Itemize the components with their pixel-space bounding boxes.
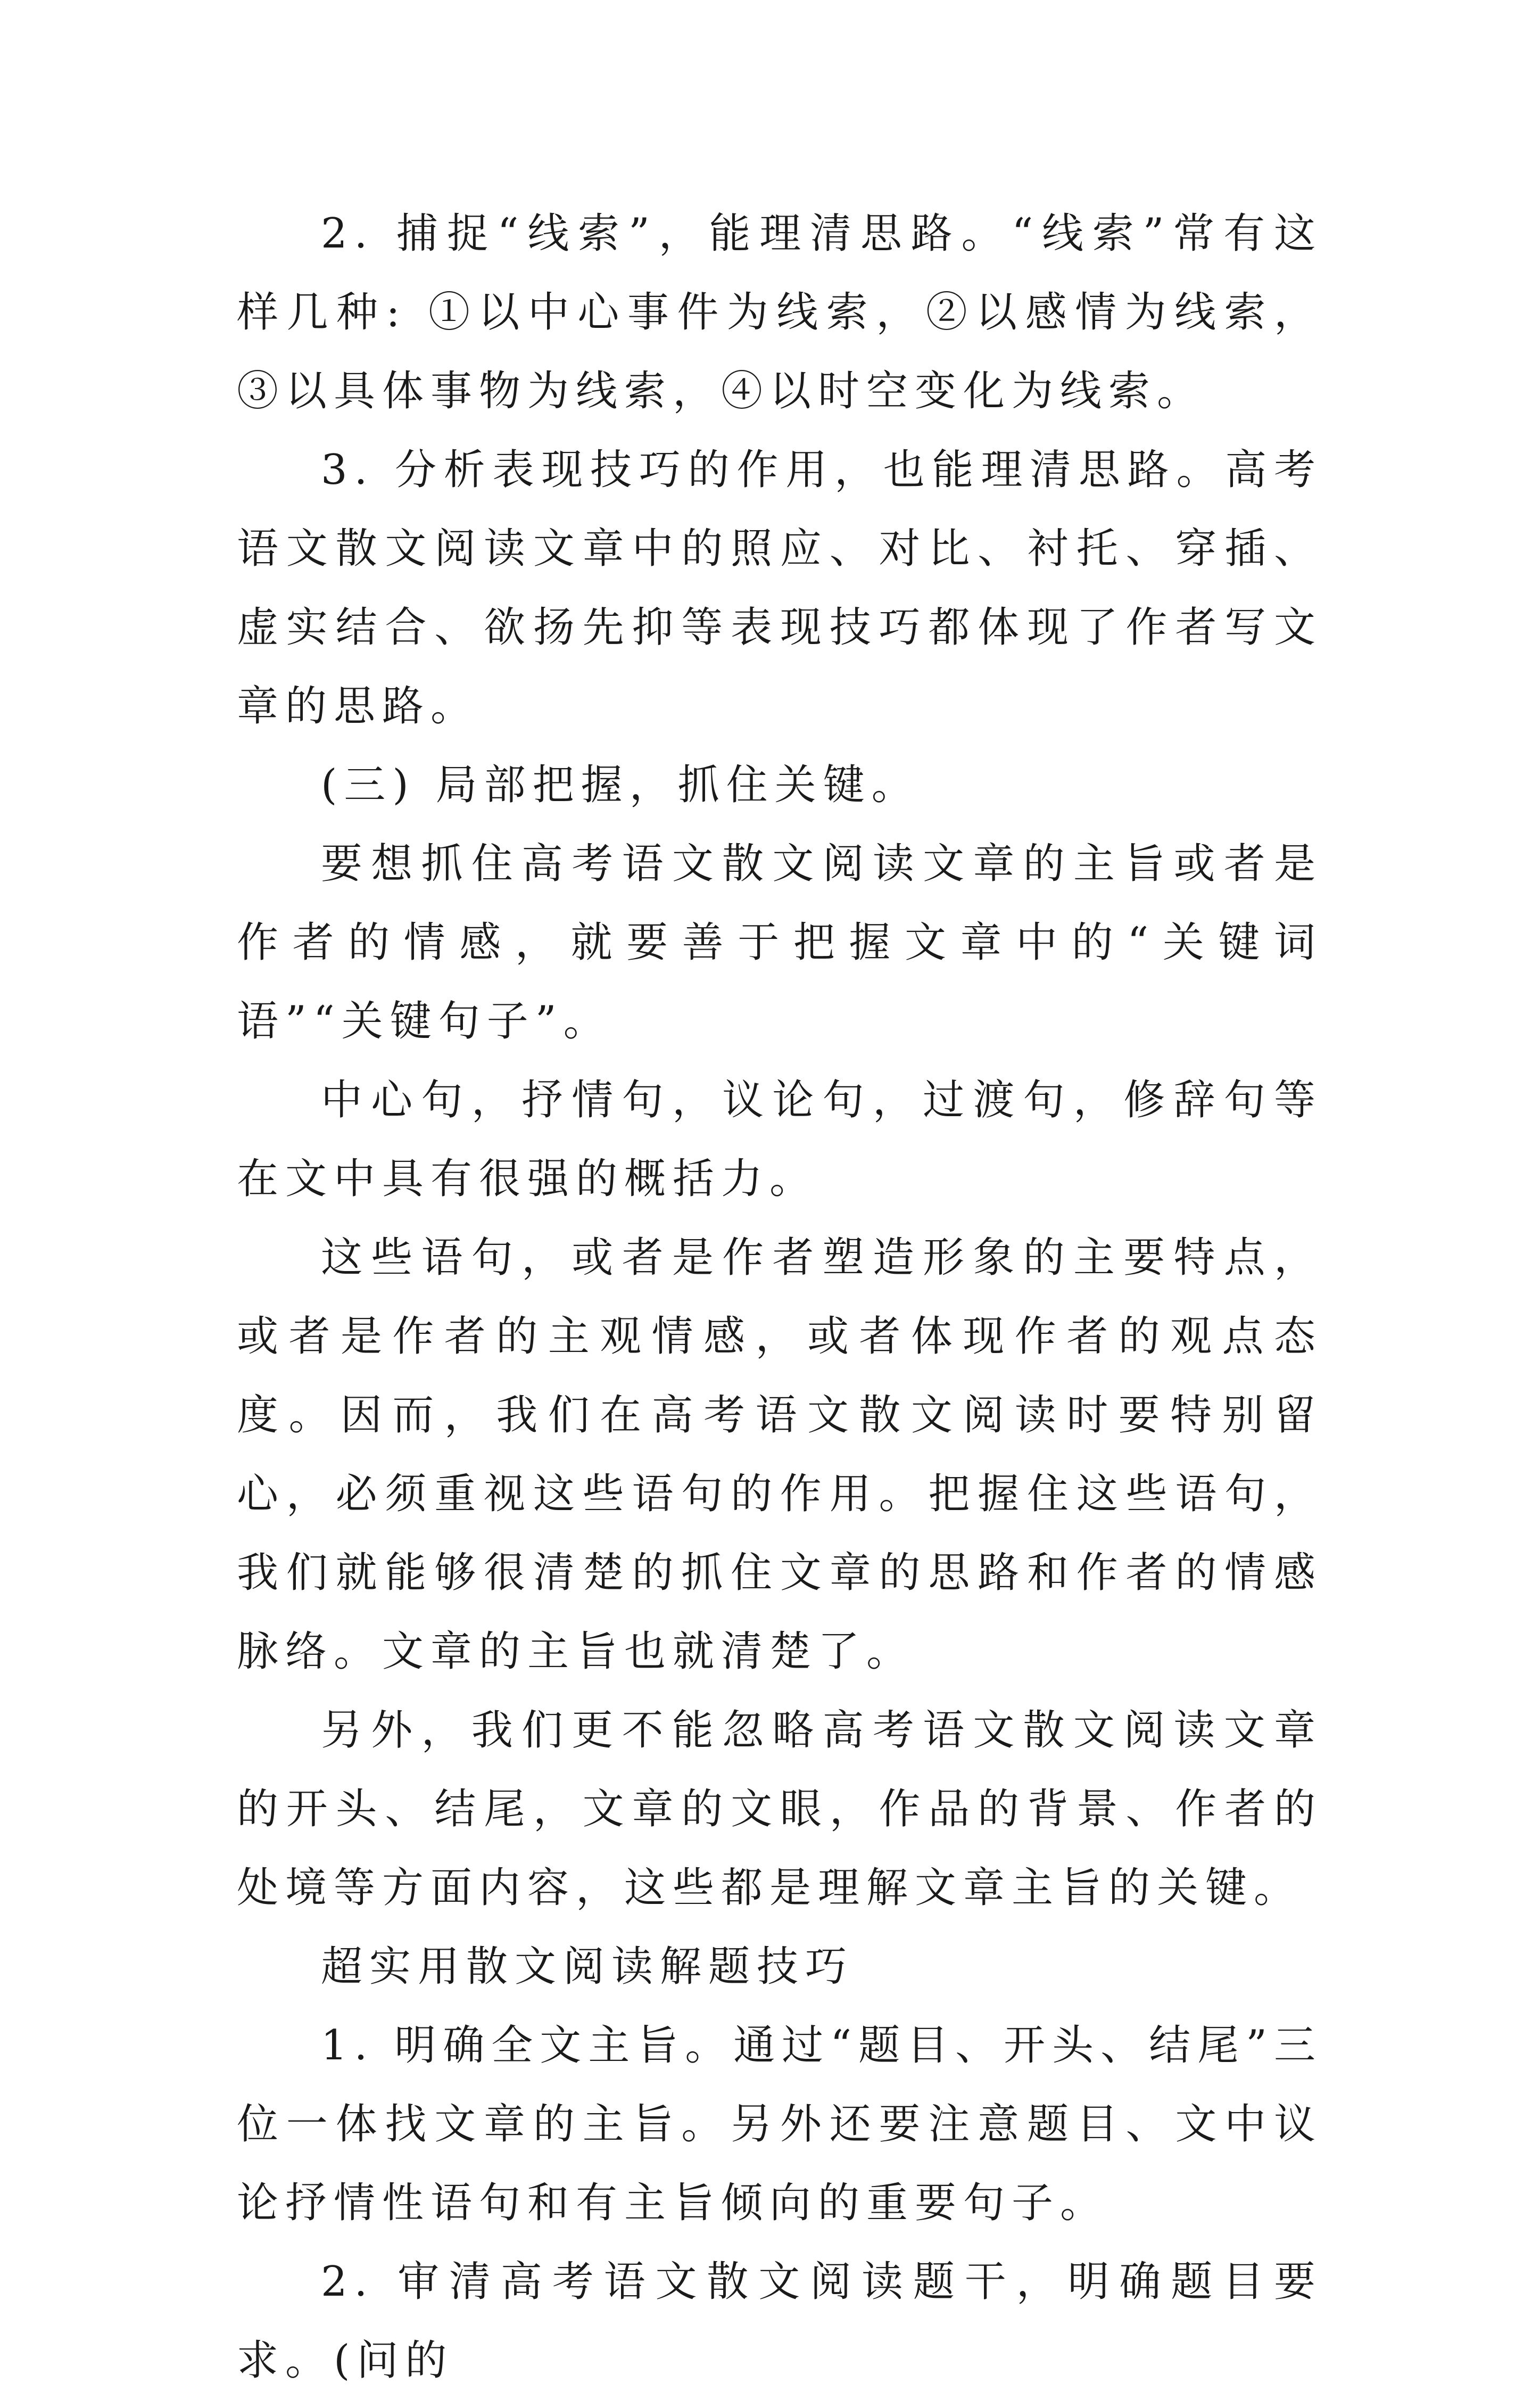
section-heading-local-grasp: (三) 局部把握，抓住关键。 <box>321 761 920 809</box>
paragraph-tip-2: 2. 审清高考语文散文阅读题干，明确题目要求。(问的 <box>237 2258 1322 2385</box>
paragraph-key-sentences: 中心句，抒情句，议论句，过渡句，修辞句等在文中具有很强的概括力。 <box>237 1076 1322 1203</box>
paragraph-clue: 2. 捕捉“线索”，能理清思路。“线索”常有这样几种: ①以中心事件为线索，②以感情为线索，③以具体事物为线索，④以时空变化为线索。 <box>237 210 1322 415</box>
paragraph-sentence-role: 这些语句，或者是作者塑造形象的主要特点，或者是作者的主观情感，或者体现作者的观点态度。因而，我们在高考语文散文阅读时要特别留心，必须重视这些语句的作用。把握住这些语句，我们就能够很清楚的抓住文章的思路和作者的情感脉络。文章的主旨也就清楚了。 <box>237 1234 1322 1676</box>
document-page <box>237 194 1322 2400</box>
paragraph-technique: 3. 分析表现技巧的作用，也能理清思路。高考语文散文阅读文章中的照应、对比、衬托、穿插、虚实结合、欲扬先抑等表现技巧都体现了作者写文章的思路。 <box>237 446 1322 730</box>
paragraph-tip-1: 1. 明确全文主旨。通过“题目、开头、结尾”三位一体找文章的主旨。另外还要注意题目、文中议论抒情性语句和有主旨倾向的重要句子。 <box>237 2022 1322 2227</box>
paragraph-opening-ending: 另外，我们更不能忽略高考语文散文阅读文章的开头、结尾，文章的文眼，作品的背景、作者的处境等方面内容，这些都是理解文章主旨的关键。 <box>237 1706 1322 1912</box>
section-heading-tips: 超实用散文阅读解题技巧 <box>321 1943 854 1991</box>
paragraph-key-words: 要想抓住高考语文散文阅读文章的主旨或者是作者的情感，就要善于把握文章中的“关键词语”“关键句子”。 <box>237 840 1322 1045</box>
